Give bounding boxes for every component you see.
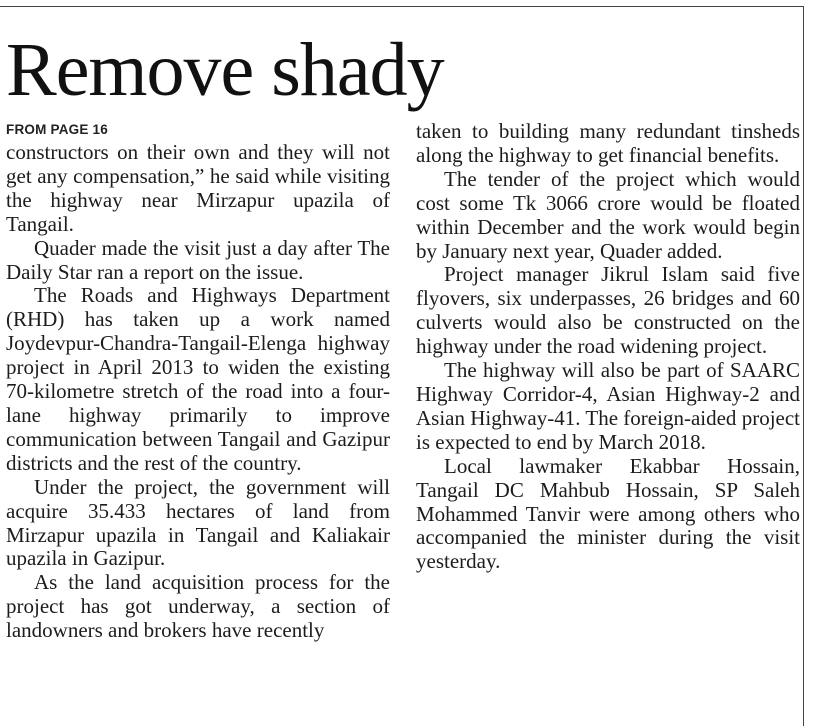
right-border-rule xyxy=(803,6,804,726)
paragraph: Project manager Jikrul Islam said five flyovers, six underpasses, 26 bridges and 60 culverts would also be constructed on the highway under the road widening project. xyxy=(416,262,800,359)
paragraph: constructors on their own and they will not get any compensation,” he said while visiting the highway near Mirzapur upazila of Tangail. xyxy=(6,140,390,236)
paragraph: Under the project, the government will acquire 35.433 hectares of land from Mirzapur upazila in Tangail and Kaliakair upazila in Gazipur. xyxy=(6,474,390,571)
paragraph: taken to building many redundant tinsheds along the highway to get financial benefits. xyxy=(416,119,800,167)
article-column-left xyxy=(6,120,390,643)
paragraph: The Roads and Highways Department (RHD) has taken up a work named Joydevpur-Chandra-Tangail-Elenga highway project in April 2013 to widen the existing 70-kilometre stretch of the road into a four-lane highway primarily to improve communication between Tangail and Gazipur districts and the rest of the country. xyxy=(6,283,390,475)
jump-line: FROM PAGE 16 xyxy=(6,122,108,137)
paragraph: Quader made the visit just a day after The Daily Star ran a report on the issue. xyxy=(6,235,390,284)
paragraph: The highway will also be part of SAARC Highway Corridor-4, Asian Highway-2 and Asian Highway-41. The foreign-aided project is expected to end by March 2018. xyxy=(416,358,800,454)
paragraph: As the land acquisition process for the project has got underway, a section of landowners and brokers have recently xyxy=(6,570,390,643)
top-border-rule xyxy=(0,6,804,7)
paragraph: Local lawmaker Ekabbar Hossain, Tangail DC Mahbub Hossain, SP Saleh Mohammed Tanvir were among others who accompanied the minister during the visit yesterday. xyxy=(416,453,800,574)
article-column-right xyxy=(416,120,800,574)
article-headline: Remove shady xyxy=(6,28,444,112)
paragraph: The tender of the project which would cost some Tk 3066 crore would be floated within December and the work would begin by January next year, Quader added. xyxy=(416,166,800,263)
